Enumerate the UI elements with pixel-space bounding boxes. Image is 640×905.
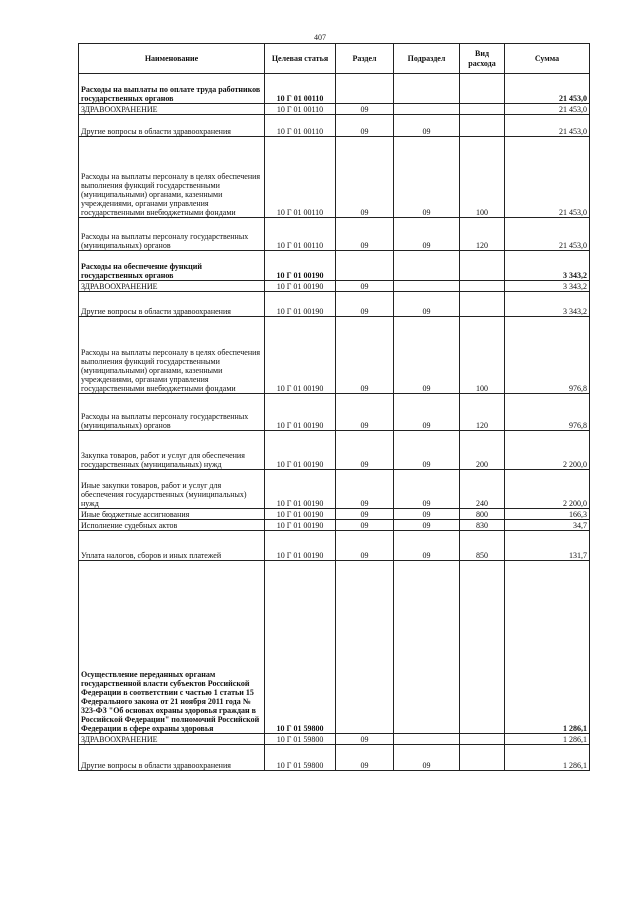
- row-section: 09: [336, 745, 394, 771]
- table-row: [79, 531, 590, 561]
- row-article: 10 Г 01 00190: [265, 520, 336, 531]
- row-name: Расходы на выплаты персоналу в целях обеспечения выполнения функций государственными (муниципальными) органами, казенными учреждениями, органами управления государственными внебюджетными фондами: [79, 137, 265, 218]
- row-expense-type: 120: [460, 218, 505, 251]
- table-row: [79, 251, 590, 281]
- row-section: 09: [336, 104, 394, 115]
- row-section: 09: [336, 431, 394, 470]
- row-subsection: 09: [394, 292, 460, 317]
- row-article: 10 Г 01 00110: [265, 74, 336, 104]
- row-article: 10 Г 01 00190: [265, 317, 336, 394]
- row-amount: 21 453,0: [505, 74, 590, 104]
- table-row: [79, 115, 590, 137]
- row-subsection: 09: [394, 470, 460, 509]
- row-section: 09: [336, 394, 394, 431]
- table-row: [79, 520, 590, 531]
- row-amount: 21 453,0: [505, 218, 590, 251]
- row-article: 10 Г 01 00190: [265, 531, 336, 561]
- row-expense-type: 850: [460, 531, 505, 561]
- row-expense-type: 200: [460, 431, 505, 470]
- table-row: [79, 218, 590, 251]
- table-row: [79, 317, 590, 394]
- row-expense-type: 240: [460, 470, 505, 509]
- row-expense-type: [460, 734, 505, 745]
- row-article: 10 Г 01 00110: [265, 137, 336, 218]
- row-article: 10 Г 01 00190: [265, 292, 336, 317]
- row-section: 09: [336, 281, 394, 292]
- header-section: Раздел: [336, 44, 394, 74]
- row-subsection: 09: [394, 745, 460, 771]
- row-name: Расходы на выплаты персоналу государственных (муниципальных) органов: [79, 394, 265, 431]
- row-expense-type: [460, 281, 505, 292]
- row-article: 10 Г 01 59800: [265, 745, 336, 771]
- table-body: [79, 74, 590, 771]
- row-subsection: 09: [394, 520, 460, 531]
- table-row: [79, 292, 590, 317]
- table-row: [79, 561, 590, 734]
- row-subsection: 09: [394, 218, 460, 251]
- row-amount: 3 343,2: [505, 292, 590, 317]
- header-article: Целевая статья: [265, 44, 336, 74]
- row-amount: 1 286,1: [505, 734, 590, 745]
- page-number: 407: [314, 33, 326, 42]
- row-subsection: [394, 734, 460, 745]
- row-name: ЗДРАВООХРАНЕНИЕ: [79, 104, 265, 115]
- row-name: Расходы на обеспечение функций государственных органов: [79, 251, 265, 281]
- table-row: [79, 104, 590, 115]
- row-amount: 1 286,1: [505, 745, 590, 771]
- row-name: Расходы на выплаты персоналу государственных (муниципальных) органов: [79, 218, 265, 251]
- row-name: Иные закупки товаров, работ и услуг для обеспечения государственных (муниципальных) нужд: [79, 470, 265, 509]
- row-article: 10 Г 01 59800: [265, 561, 336, 734]
- table-header-row: [79, 44, 590, 74]
- row-subsection: [394, 74, 460, 104]
- row-expense-type: [460, 251, 505, 281]
- row-amount: 166,3: [505, 509, 590, 520]
- row-section: 09: [336, 317, 394, 394]
- row-article: 10 Г 01 00190: [265, 470, 336, 509]
- table-row: [79, 137, 590, 218]
- row-expense-type: [460, 745, 505, 771]
- row-article: 10 Г 01 00110: [265, 104, 336, 115]
- row-expense-type: 830: [460, 520, 505, 531]
- row-expense-type: 100: [460, 317, 505, 394]
- row-amount: 2 200,0: [505, 431, 590, 470]
- row-section: 09: [336, 218, 394, 251]
- row-subsection: 09: [394, 394, 460, 431]
- row-subsection: 09: [394, 431, 460, 470]
- row-amount: 3 343,2: [505, 251, 590, 281]
- row-section: [336, 251, 394, 281]
- row-amount: 34,7: [505, 520, 590, 531]
- row-expense-type: [460, 561, 505, 734]
- row-amount: 976,8: [505, 394, 590, 431]
- row-subsection: 09: [394, 531, 460, 561]
- row-expense-type: 800: [460, 509, 505, 520]
- row-subsection: 09: [394, 115, 460, 137]
- table-row: [79, 74, 590, 104]
- table-row: [79, 431, 590, 470]
- row-section: 09: [336, 734, 394, 745]
- row-name: Исполнение судебных актов: [79, 520, 265, 531]
- row-name: ЗДРАВООХРАНЕНИЕ: [79, 734, 265, 745]
- row-article: 10 Г 01 00190: [265, 394, 336, 431]
- row-expense-type: [460, 74, 505, 104]
- table-row: [79, 281, 590, 292]
- row-subsection: [394, 251, 460, 281]
- row-section: 09: [336, 509, 394, 520]
- row-subsection: [394, 561, 460, 734]
- row-expense-type: [460, 104, 505, 115]
- budget-table: [78, 43, 590, 771]
- header-amount: Сумма: [505, 44, 590, 74]
- row-section: 09: [336, 470, 394, 509]
- table-row: [79, 470, 590, 509]
- row-amount: 976,8: [505, 317, 590, 394]
- row-article: 10 Г 01 00110: [265, 218, 336, 251]
- row-article: 10 Г 01 00190: [265, 281, 336, 292]
- row-article: 10 Г 01 59800: [265, 734, 336, 745]
- row-subsection: 09: [394, 137, 460, 218]
- row-name: Расходы на выплаты персоналу в целях обеспечения выполнения функций государственными (муниципальными) органами, казенными учреждениями, органами управления государственными внебюджетными фондами: [79, 317, 265, 394]
- row-subsection: 09: [394, 509, 460, 520]
- row-name: Другие вопросы в области здравоохранения: [79, 115, 265, 137]
- row-expense-type: [460, 292, 505, 317]
- row-subsection: [394, 281, 460, 292]
- row-amount: 21 453,0: [505, 115, 590, 137]
- row-expense-type: 100: [460, 137, 505, 218]
- table-row: [79, 745, 590, 771]
- row-section: [336, 561, 394, 734]
- table-row: [79, 394, 590, 431]
- row-article: 10 Г 01 00110: [265, 115, 336, 137]
- row-subsection: [394, 104, 460, 115]
- row-amount: 1 286,1: [505, 561, 590, 734]
- header-name: Наименование: [79, 44, 265, 74]
- row-amount: 21 453,0: [505, 137, 590, 218]
- row-amount: 2 200,0: [505, 470, 590, 509]
- row-article: 10 Г 01 00190: [265, 509, 336, 520]
- row-expense-type: 120: [460, 394, 505, 431]
- row-name: Иные бюджетные ассигнования: [79, 509, 265, 520]
- row-amount: 21 453,0: [505, 104, 590, 115]
- row-name: Закупка товаров, работ и услуг для обеспечения государственных (муниципальных) нужд: [79, 431, 265, 470]
- row-amount: 131,7: [505, 531, 590, 561]
- row-article: 10 Г 01 00190: [265, 251, 336, 281]
- row-name: ЗДРАВООХРАНЕНИЕ: [79, 281, 265, 292]
- row-name: Уплата налогов, сборов и иных платежей: [79, 531, 265, 561]
- row-section: [336, 74, 394, 104]
- row-expense-type: [460, 115, 505, 137]
- table-row: [79, 509, 590, 520]
- row-subsection: 09: [394, 317, 460, 394]
- header-subsection: Подраздел: [394, 44, 460, 74]
- table-row: [79, 734, 590, 745]
- row-section: 09: [336, 520, 394, 531]
- row-amount: 3 343,2: [505, 281, 590, 292]
- row-section: 09: [336, 137, 394, 218]
- row-name: Расходы на выплаты по оплате труда работников государственных органов: [79, 74, 265, 104]
- row-name: Осуществление переданных органам государственной власти субъектов Российской Федерации в соответствии с частью 1 статьи 15 Федерального закона от 21 ноября 2011 года № 323-ФЗ "Об основах охраны здоровья граждан в Российской Федерации" полномочий Российской Федерации в сфере охраны здоровья: [79, 561, 265, 734]
- row-section: 09: [336, 115, 394, 137]
- header-expense-type: Вид расхода: [460, 44, 505, 74]
- row-name: Другие вопросы в области здравоохранения: [79, 745, 265, 771]
- row-section: 09: [336, 531, 394, 561]
- row-section: 09: [336, 292, 394, 317]
- row-name: Другие вопросы в области здравоохранения: [79, 292, 265, 317]
- row-article: 10 Г 01 00190: [265, 431, 336, 470]
